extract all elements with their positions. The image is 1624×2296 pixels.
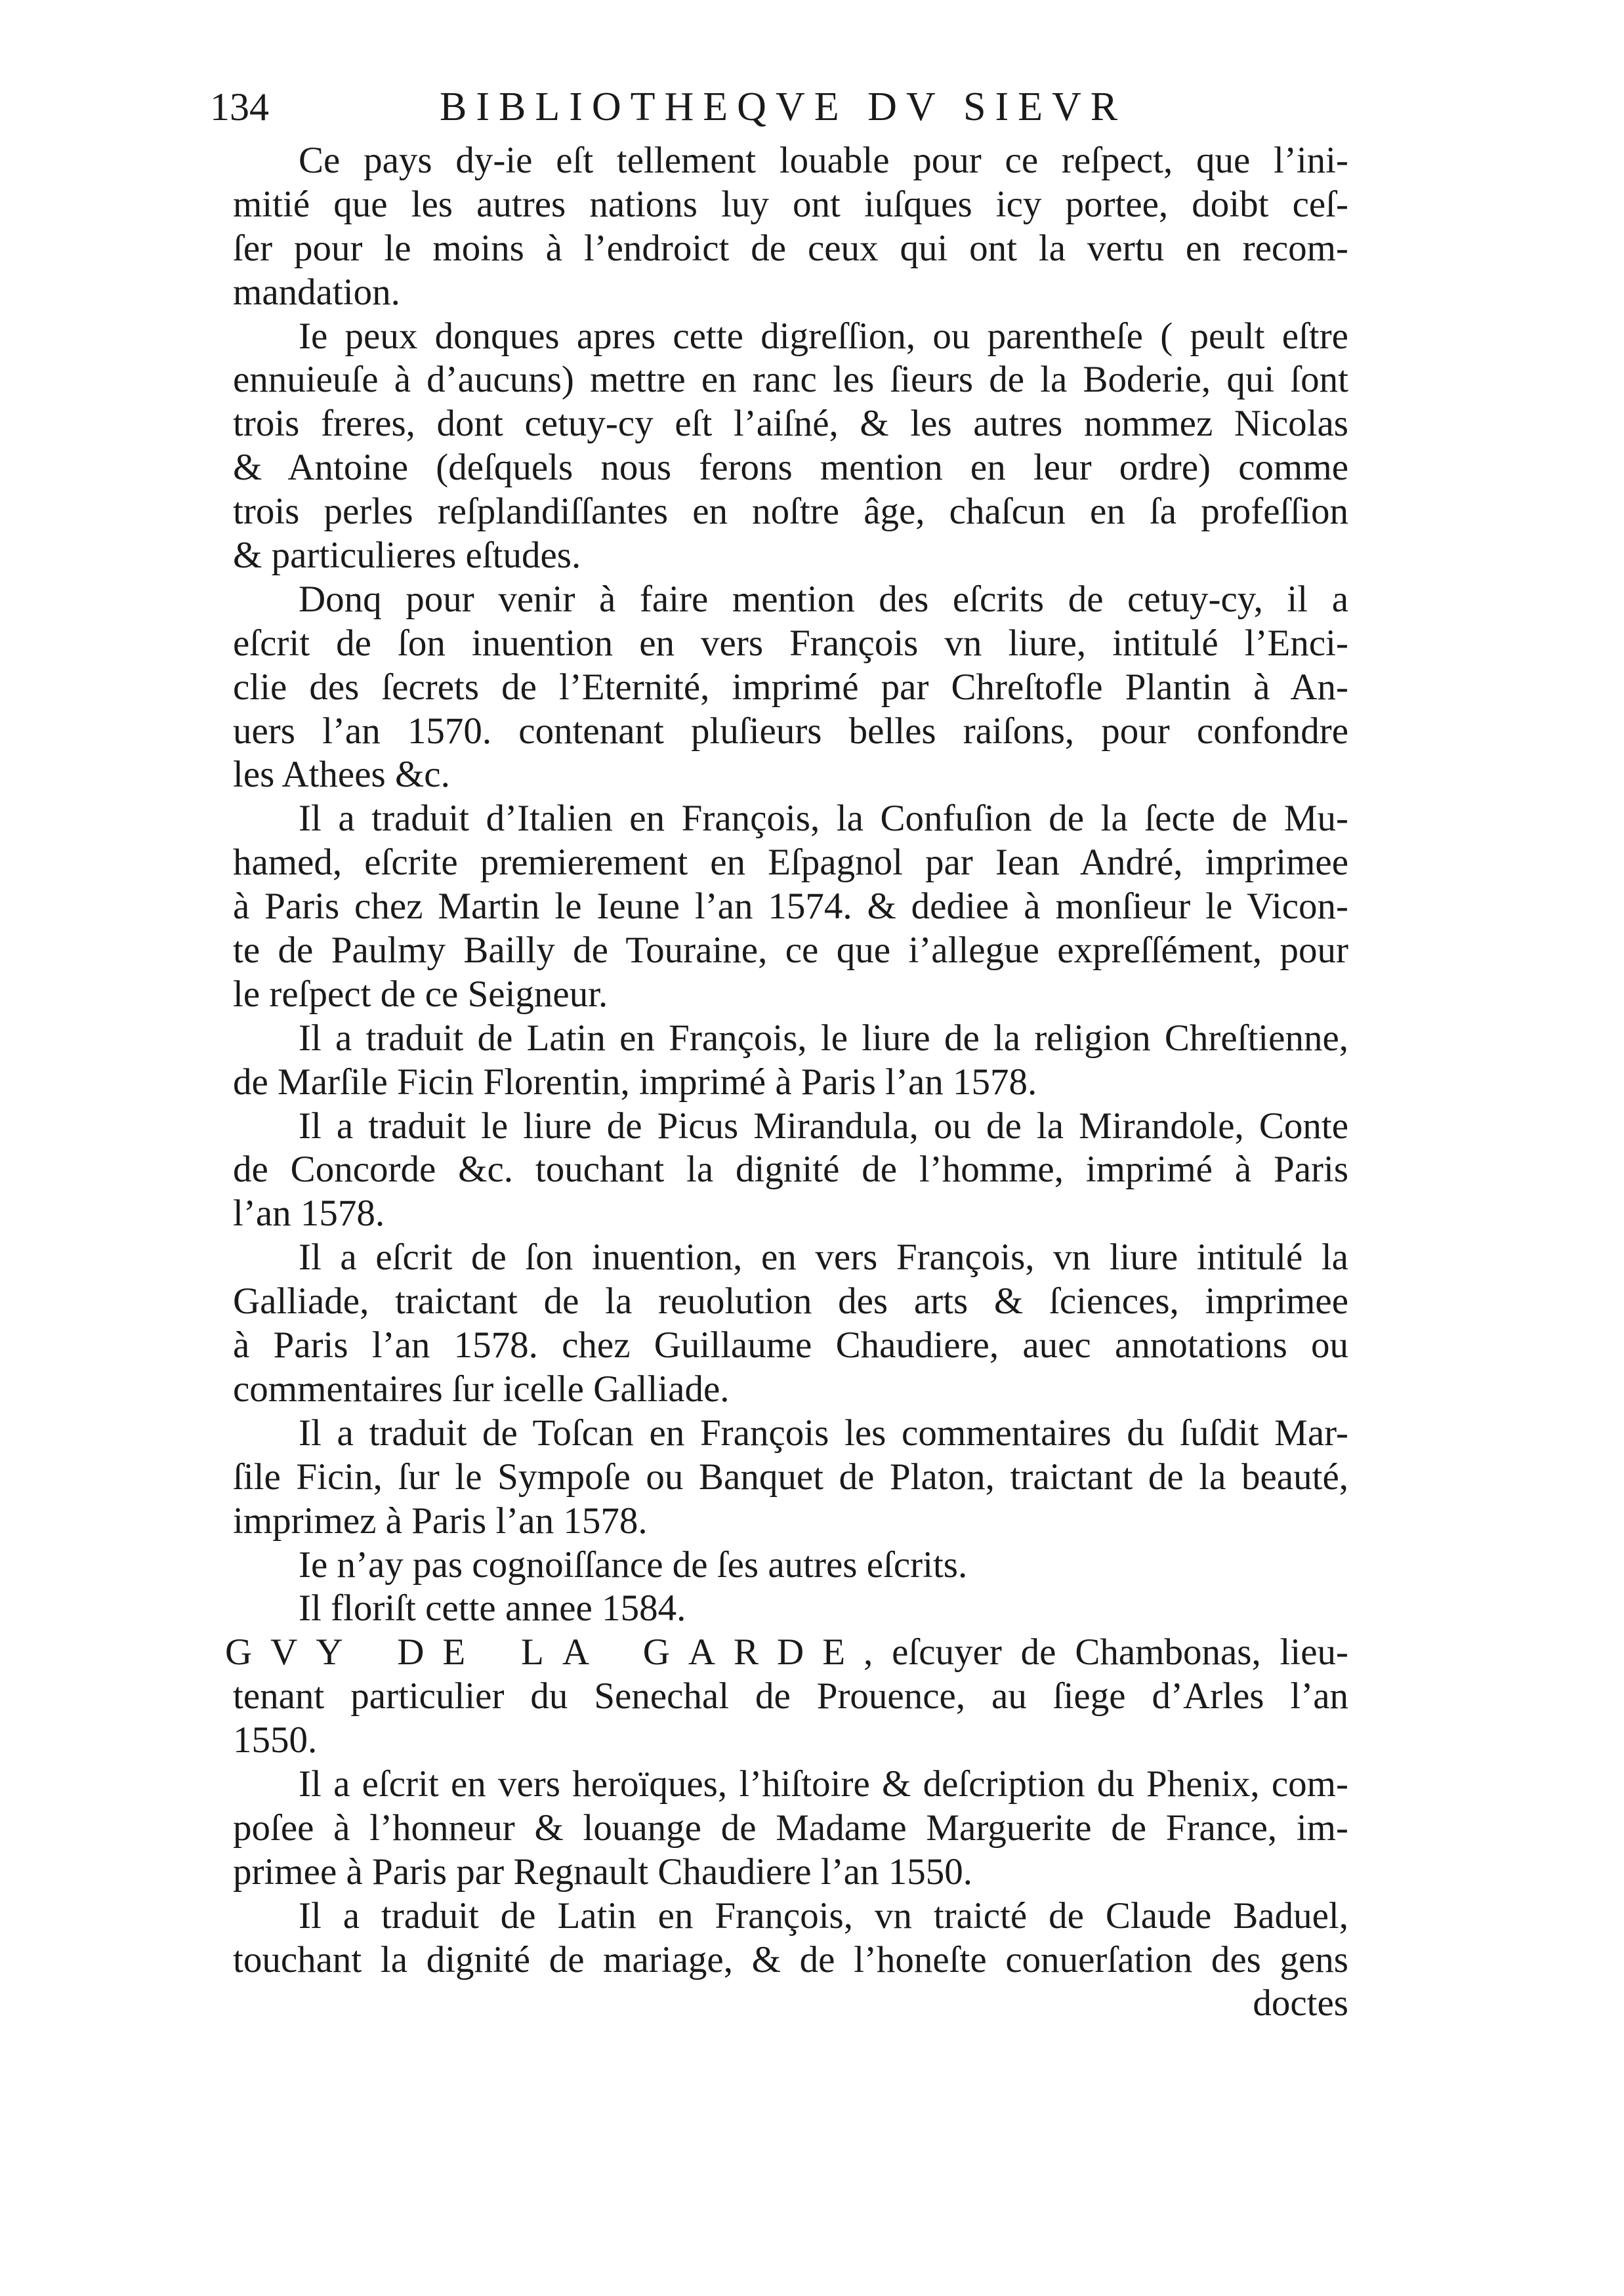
text-line: Il a traduit de Latin en François, vn traicté de Claude Baduel,: [299, 1895, 1348, 1937]
text-line: ſile Ficin, ſur le Sympoſe ou Banquet de Platon, traictant de la beauté,: [233, 1456, 1348, 1498]
text-line: mandation.: [233, 271, 400, 313]
text-line: de Marſile Ficin Florentin, imprimé à Paris l’an 1578.: [233, 1061, 1037, 1103]
text-line: & particulieres eſtudes.: [233, 535, 581, 577]
text-line: de Concorde &c. touchant la dignité de l’homme, imprimé à Paris: [233, 1149, 1348, 1191]
text-line: tenant particulier du Senechal de Prouence, au ſiege d’Arles l’an: [233, 1675, 1348, 1717]
text-line: l’an 1578.: [233, 1193, 385, 1235]
text-line: les Athees &c.: [233, 754, 450, 796]
text-line: trois freres, dont cetuy-cy eſt l’aiſné, & les autres nommez Nicolas: [233, 403, 1348, 445]
text-line: Il a eſcrit en vers heroïques, l’hiſtoire & deſcription du Phenix, com-: [299, 1763, 1348, 1805]
text-line: hamed, eſcrite premierement en Eſpagnol par Iean André, imprimee: [233, 842, 1348, 884]
text-line: Ce pays dy-ie eſt tellement louable pour ce reſpect, que l’ini-: [299, 140, 1348, 181]
text-line: trois perles reſplandiſſantes en noſtre âge, chaſcun en ſa profeſſion: [233, 491, 1348, 533]
catchword: doctes: [1253, 1982, 1348, 2024]
text-line: mitié que les autres nations luy ont iuſques icy portee, doibt ceſ-: [233, 183, 1348, 225]
text-line: & Antoine (deſquels nous ferons mention en leur ordre) comme: [233, 447, 1348, 489]
text-line: Il a traduit de Latin en François, le liure de la religion Chreſtienne,: [299, 1017, 1348, 1059]
text-line: Il a eſcrit de ſon inuention, en vers François, vn liure intitulé la: [299, 1237, 1348, 1279]
body-text: [225, 139, 1348, 2026]
text-line: Il floriſt cette annee 1584.: [299, 1588, 686, 1630]
text-line: ennuieuſe à d’aucuns) mettre en ranc les ſieurs de la Boderie, qui ſont: [233, 359, 1348, 401]
text-line: Ie peux donques apres cette digreſſion, ou parentheſe ( peult eſtre: [299, 315, 1348, 357]
text-line: poſee à l’honneur & louange de Madame Marguerite de France, im-: [233, 1807, 1348, 1849]
text-line: à Paris l’an 1578. chez Guillaume Chaudiere, auec annotations ou: [233, 1324, 1348, 1366]
text-line: primee à Paris par Regnault Chaudiere l’an 1550.: [233, 1851, 972, 1893]
text-line: Galliade, traictant de la reuolution des arts & ſciences, imprimee: [233, 1281, 1348, 1322]
text-line: le reſpect de ce Seigneur.: [233, 973, 608, 1015]
text-line: Il a traduit de Toſcan en François les commentaires du ſuſdit Mar-: [299, 1412, 1348, 1454]
text-line: Ie n’ay pas cognoiſſance de ſes autres eſcrits.: [299, 1544, 968, 1586]
text-line: [225, 1631, 1348, 1675]
text-line: imprimez à Paris l’an 1578.: [233, 1500, 648, 1542]
text-line: 1550.: [233, 1719, 318, 1761]
page-number: 134: [210, 85, 269, 129]
text-line: ſer pour le moins à l’endroict de ceux qui ont la vertu en recom-: [233, 227, 1348, 269]
text-line: te de Paulmy Bailly de Touraine, ce que i’allegue expreſſément, pour: [233, 930, 1348, 972]
text-line: Il a traduit d’Italien en François, la Confuſion de la ſecte de Mu-: [299, 798, 1348, 840]
text-line: commentaires ſur icelle Galliade.: [233, 1368, 730, 1410]
text-line: Il a traduit le liure de Picus Mirandula, ou de la Mirandole, Conte: [299, 1105, 1348, 1147]
page-header: [210, 77, 1365, 136]
text-line: eſcrit de ſon inuention en vers François vn liure, intitulé l’Enci-: [233, 622, 1348, 664]
entry-text: , eſcuyer de Chambonas, lieu-: [864, 1631, 1348, 1673]
entry-name: GVY DE LA GARDE: [225, 1631, 864, 1673]
running-title: BIBLIOTHEQVE DV SIEVR: [440, 85, 1127, 129]
text-line: à Paris chez Martin le Ieune l’an 1574. & dediee à monſieur le Vicon-: [233, 886, 1348, 928]
text-line: touchant la dignité de mariage, & de l’honeſte conuerſation des gens: [233, 1938, 1348, 1980]
text-line: uers l’an 1570. contenant pluſieurs belles raiſons, pour confondre: [233, 710, 1348, 752]
text-line: Donq pour venir à faire mention des eſcrits de cetuy-cy, il a: [299, 578, 1348, 620]
text-line: clie des ſecrets de l’Eternité, imprimé par Chreſtofle Plantin à An-: [233, 666, 1348, 708]
